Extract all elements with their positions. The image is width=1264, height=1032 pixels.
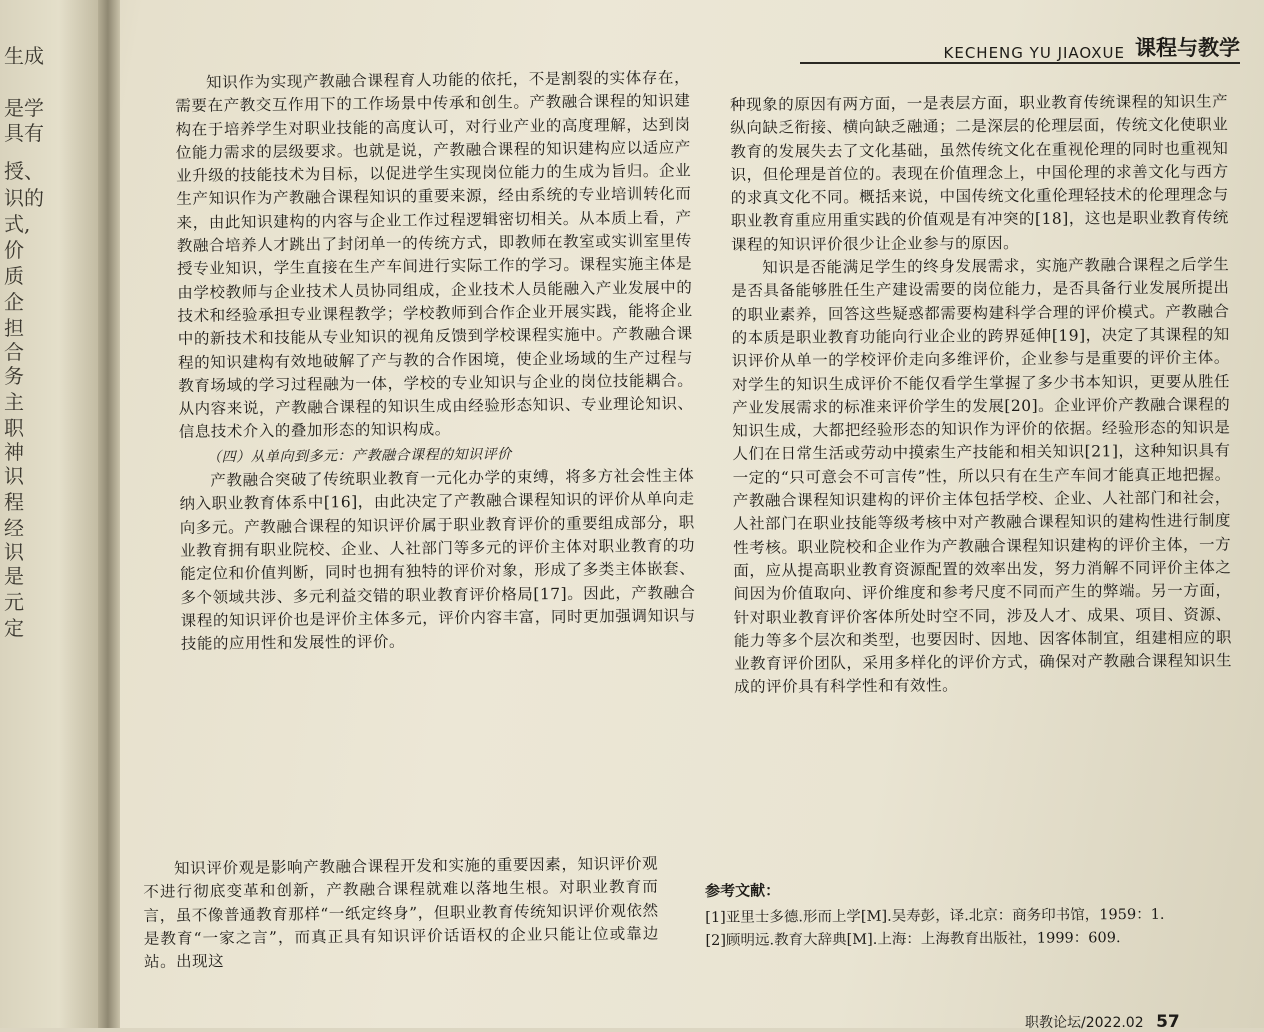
facing-page-fragment: 识的 — [4, 186, 44, 210]
references-section — [705, 876, 1225, 953]
facing-page-fragment: 价 — [4, 238, 24, 262]
right-paragraph-2: 知识是否能满足学生的终身发展需求，实施产教融合课程之后学生是否具备能够胜任生产建设需要的岗位能力，是否具备行业发展所提出的职业素养，回答这些疑惑都需要构建科学合理的评价模式。产教融合的本质是职业教育功能向行业企业的跨界延伸[19]，决定了其课程的知识评价从单一的学校评价走向多维评价，企业参与是重要的评价主体。对学生的知识生成评价不能仅看学生掌握了多少书本知识，更要从胜任产业发展需求的标准来评价学生的发展[20]。企业评价产教融合课程的知识生成，大都把经验形态的知识作为评价的依据。经验形态的知识是人们在日常生活或劳动中摸索生产技能和相关知识[21]，这种知识具有一定的“只可意会不可言传”性，所以只有在生产车间才能真正地把握。产教融合课程知识建构的评价主体包括学校、企业、人社部门和社会，人社部门在职业技能等级考核中对产教融合课程知识的建构性进行制度性考核。职业院校和企业作为产教融合课程知识建构的评价主体，一方面，应从提高职业教育资源配置的效率出发，努力消解不同评价主体之间因为价值取向、评价维度和参考尺度不同而产生的弊端。另一方面，针对职业教育评价客体所处时空不同，涉及人才、成果、项目、资源、能力等多个层次和类型，也要因时、因地、因客体制宜，组建相应的职业教育评价团队，采用多样化的评价方式，确保对产教融合课程知识生成的评价具有科学性和有效性。 — [731, 255, 1233, 697]
facing-page-fragment: 经 — [4, 516, 24, 540]
header-english: KECHENG YU JIAOXUE — [943, 44, 1125, 62]
facing-page-fragment: 质 — [4, 264, 24, 288]
facing-page-fragment: 担 — [4, 316, 24, 340]
header-chinese: 课程与教学 — [1135, 36, 1240, 60]
running-header — [820, 36, 1240, 62]
right-column — [730, 91, 1232, 700]
header-rule — [800, 62, 1240, 64]
facing-page-fragment: 务 — [4, 364, 24, 388]
facing-page-fragment: 识 — [4, 464, 24, 488]
page-footer — [1025, 1012, 1180, 1032]
facing-page-fragment: 神 — [4, 440, 24, 464]
facing-page-fragment: 企 — [4, 290, 24, 314]
footer-journal: 职教论坛/2022.02 — [1025, 1015, 1144, 1031]
left-column — [175, 67, 696, 657]
right-paragraph-1: 种现象的原因有两方面，一是表层方面，职业教育传统课程的知识生产纵向缺乏衔接、横向缺乏融通；二是深层的伦理层面，传统文化使职业教育的发展失去了文化基础，虽然传统文化在重视伦理的同时也重视知识，但伦理是首位的。表现在价值理念上，中国伦理的求善文化与西方的求真文化不同。概括来说，中国传统文化重伦理轻技术的伦理理念与职业教育重应用重实践的价值观是有冲突的[18]，这也是职业教育传统课程的知识评价很少让企业参与的原因。 — [730, 92, 1229, 254]
section-subheading: （四）从单向到多元：产教融合课程的知识评价 — [206, 446, 512, 466]
facing-page-fragment: 是学 — [4, 96, 44, 120]
facing-page-fragment: 程 — [4, 490, 24, 514]
facing-page-fragment: 定 — [4, 616, 24, 640]
reference-item: [1]亚里士多德.形而上学[M].吴寿彭，译.北京：商务印书馆，1959：1. — [705, 906, 1165, 926]
facing-page-fragment: 是 — [4, 564, 24, 588]
page-number: 57 — [1156, 1012, 1180, 1032]
book-gutter — [98, 0, 120, 1028]
facing-page-fragment: 生成 — [4, 44, 44, 68]
facing-page-fragment: 识 — [4, 540, 24, 564]
facing-page-fragment: 元 — [4, 590, 24, 614]
left-paragraph-2: 产教融合突破了传统职业教育一元化办学的束缚，将多方社会性主体纳入职业教育体系中[16]，由此决定了产教融合课程知识的评价从单向走向多元。产教融合课程的知识评价属于职业教育评价的重要组成部分，职业教育拥有职业院校、企业、人社部门等多元的评价主体对职业教育的功能定位和价值判断，同时也拥有独特的评价对象，形成了多类主体嵌套、多个领域共涉、多元利益交错的职业教育评价格局[17]。因此，产教融合课程的知识评价也是评价主体多元，评价内容丰富，同时更加强调知识与技能的应用性和发展性的评价。 — [179, 466, 696, 654]
facing-page-fragment: 具有 — [4, 121, 44, 145]
left-column-bottom — [143, 853, 659, 975]
facing-page-fragment: 授、 — [4, 159, 44, 183]
facing-page-fragment: 主 — [4, 390, 24, 414]
references-title: 参考文献： — [705, 881, 781, 900]
facing-page-fragment: 式, — [4, 212, 31, 236]
facing-page-fragment: 职 — [4, 416, 24, 440]
left-paragraph-3: 知识评价观是影响产教融合课程开发和实施的重要因素，知识评价观不进行彻底变革和创新，产教融合课程就难以落地生根。对职业教育而言，虽不像普通教育那样“一纸定终身”，但职业教育传统知识评价观依然是教育“一家之言”，而真正具有知识评价话语权的企业只能让位或靠边站。出现这 — [143, 854, 659, 972]
reference-item: [2]顾明远.教育大辞典[M].上海：上海教育出版社，1999：609. — [705, 930, 1121, 949]
facing-page-fragment: 合 — [4, 340, 24, 364]
left-paragraph-1: 知识作为实现产教融合课程育人功能的依托，不是割裂的实体存在，需要在产教交互作用下的工作场景中传承和创生。产教融合课程的知识建构在于培养学生对职业技能的高度认可，对行业产业的高度理解，达到岗位能力需求的层级要求。也就是说，产教融合课程的知识建构应以适应产业升级的技能技术为目标，以促进学生实现岗位能力的生成为旨归。企业生产知识作为产教融合课程知识的重要来源，经由系统的专业培训转化而来，由此知识建构的内容与企业工作过程逻辑密切相关。从本质上看，产教融合培养人才跳出了封闭单一的传统方式，即教师在教室或实训室里传授专业知识，学生直接在生产车间进行实际工作的学习。课程实施主体是由学校教师与企业技术人员协同组成，企业技术人员能融入产业发展中的技术和经验承担专业课程教学；学校教师到合作企业开展实践，能将企业中的新技术和技能从专业知识的视角反馈到学校课程实施中。产教融合课程的知识建构有效地破解了产与教的合作困境，使企业场域的生产过程与教育场域的学习过程融为一体，学校的专业知识与企业的岗位技能耦合。从内容来说，产教融合课程的知识生成由经验形态知识、专业理论知识、信息技术介入的叠加形态的知识构成。 — [175, 68, 694, 442]
